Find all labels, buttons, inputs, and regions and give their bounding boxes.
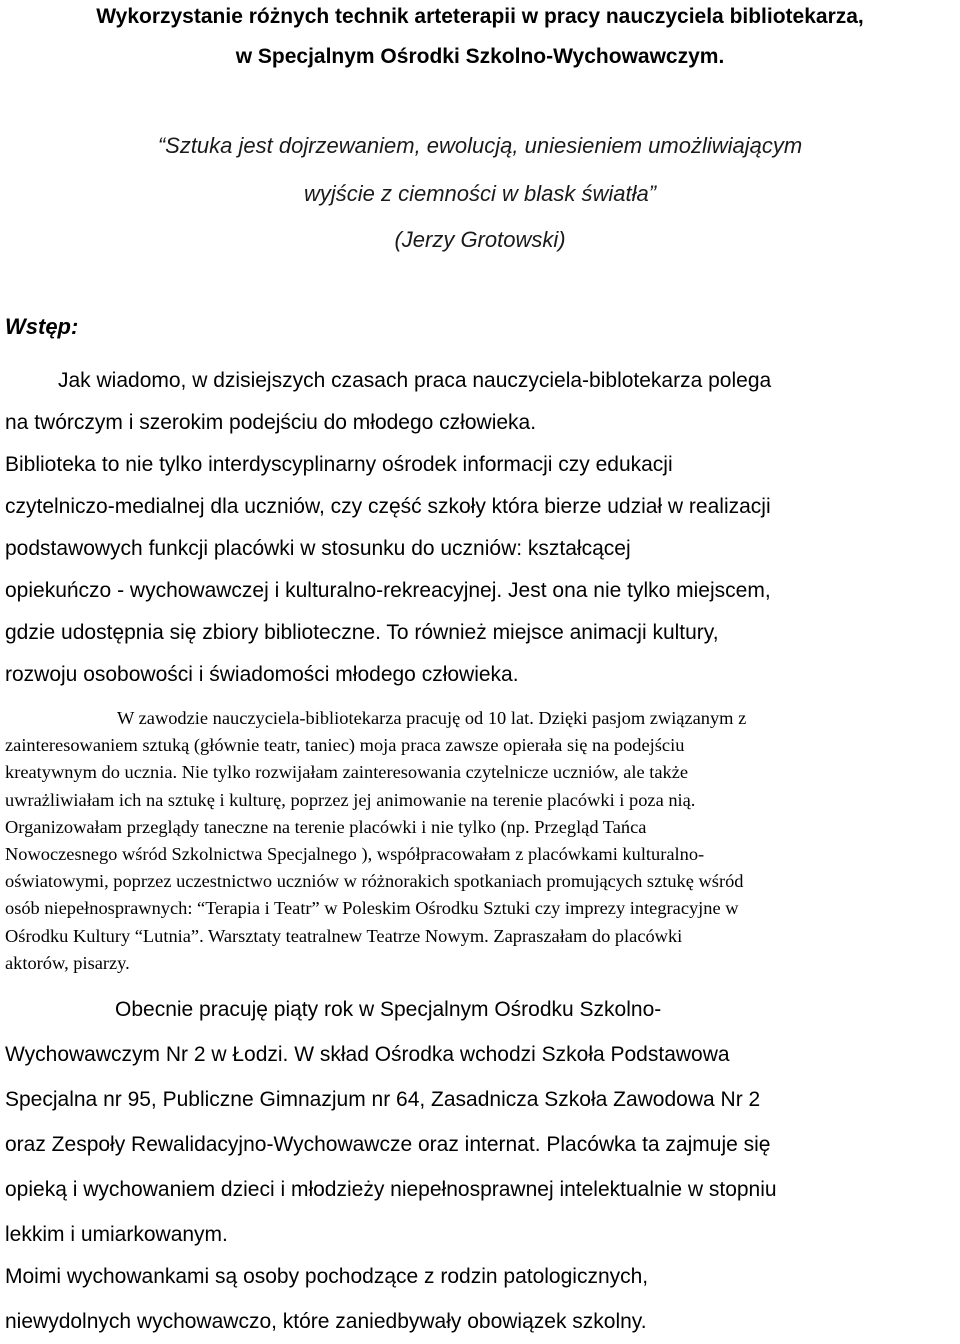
experience-line: osób niepełnosprawnych: “Terapia i Teatr” w Poleskim Ośrodku Sztuki czy imprezy integracyjne w — [5, 898, 739, 919]
intro-line: czytelniczo-medialnej dla uczniów, czy część szkoły która bierze udział w realizacji — [5, 495, 771, 518]
school-line: Wychowawczym Nr 2 w Łodzi. W skład Ośrodka wchodzi Szkoła Podstawowa — [5, 1043, 730, 1066]
school-paragraph — [5, 987, 955, 1257]
experience-line: uwrażliwiałam ich na sztukę i kulturę, poprzez jej animowanie na terenie placówki i poza nią. — [5, 789, 696, 810]
school-line: oraz Zespoły Rewalidacyjno-Wychowawcze oraz internat. Placówka ta zajmuje się — [5, 1133, 771, 1156]
experience-line: Nowoczesnego wśród Szkolnictwa Specjalnego ), współpracowałam z placówkami kulturalno- — [5, 844, 705, 865]
intro-line: rozwoju osobowości i świadomości młodego człowieka. — [5, 663, 519, 686]
experience-line: Ośrodku Kultury “Lutnia”. Warsztaty teatralnew Teatrze Nowym. Zapraszałam do placówki — [5, 925, 683, 946]
intro-line: opiekuńczo - wychowawczej i kulturalno-rekreacyjnej. Jest ona nie tylko miejscem, — [5, 579, 771, 602]
experience-line: oświatowymi, poprzez uczestnictwo uczniów w różnorakich spotkaniach promujących sztukę wśród — [5, 871, 744, 892]
intro-line: na twórczym i szerokim podejściu do młodego człowieka. — [5, 411, 537, 434]
document-title-line-2: w Specjalnym Ośrodki Szkolno-Wychowawczym. — [235, 45, 725, 68]
motto-quote-line-1: “Sztuka jest dojrzewaniem, ewolucją, uniesieniem umożliwiającym — [157, 133, 803, 158]
school-line: opieką i wychowaniem dzieci i młodzieży niepełnosprawnej intelektualnie w stopniu — [5, 1178, 777, 1201]
intro-line: Jak wiadomo, w dzisiejszych czasach praca nauczyciela-biblotekarza polega — [58, 369, 772, 392]
experience-line: Organizowałam przeglądy taneczne na terenie placówki i nie tylko (np. Przegląd Tańca — [5, 816, 647, 837]
school-line: lekkim i umiarkowanym. — [5, 1223, 228, 1246]
experience-line: W zawodzie nauczyciela-bibliotekarza pracuję od 10 lat. Dzięki pasjom związanym z — [117, 708, 747, 728]
document-title-line-1: Wykorzystanie różnych technik arteterapii w pracy nauczyciela bibliotekarza, — [96, 5, 864, 28]
motto-author: (Jerzy Grotowski) — [394, 227, 566, 252]
school-line: Specjalna nr 95, Publiczne Gimnazjum nr 64, Zasadnicza Szkoła Zawodowa Nr 2 — [5, 1088, 761, 1111]
intro-line: podstawowych funkcji placówki w stosunku do uczniów: kształcącej — [5, 537, 631, 560]
school-line: Obecnie pracuję piąty rok w Specjalnym Ośrodku Szkolno- — [115, 998, 662, 1021]
intro-line: Biblioteka to nie tylko interdyscyplinarny ośrodek informacji czy edukacji — [5, 453, 673, 476]
pupils-line: Moimi wychowankami są osoby pochodzące z rodzin patologicznych, — [5, 1265, 649, 1288]
intro-paragraph — [5, 360, 955, 696]
pupils-line: niewydolnych wychowawczo, które zaniedbywały obowiązek szkolny. — [5, 1310, 647, 1333]
intro-line: gdzie udostępnia się zbiory biblioteczne. To również miejsce animacji kultury, — [5, 621, 719, 644]
pupils-paragraph — [5, 1254, 955, 1344]
experience-paragraph — [5, 705, 957, 977]
experience-line: kreatywnym do ucznia. Nie tylko rozwijałam zainteresowania czytelnicze uczniów, ale także — [5, 762, 689, 783]
section-heading-intro: Wstęp: — [5, 314, 79, 339]
motto-quote-line-2: wyjście z ciemności w blask światła” — [303, 181, 657, 206]
experience-line: aktorów, pisarzy. — [5, 952, 130, 973]
experience-line: zainteresowaniem sztuką (głównie teatr, taniec) moja praca zawsze opierała się na podejściu — [5, 735, 685, 756]
